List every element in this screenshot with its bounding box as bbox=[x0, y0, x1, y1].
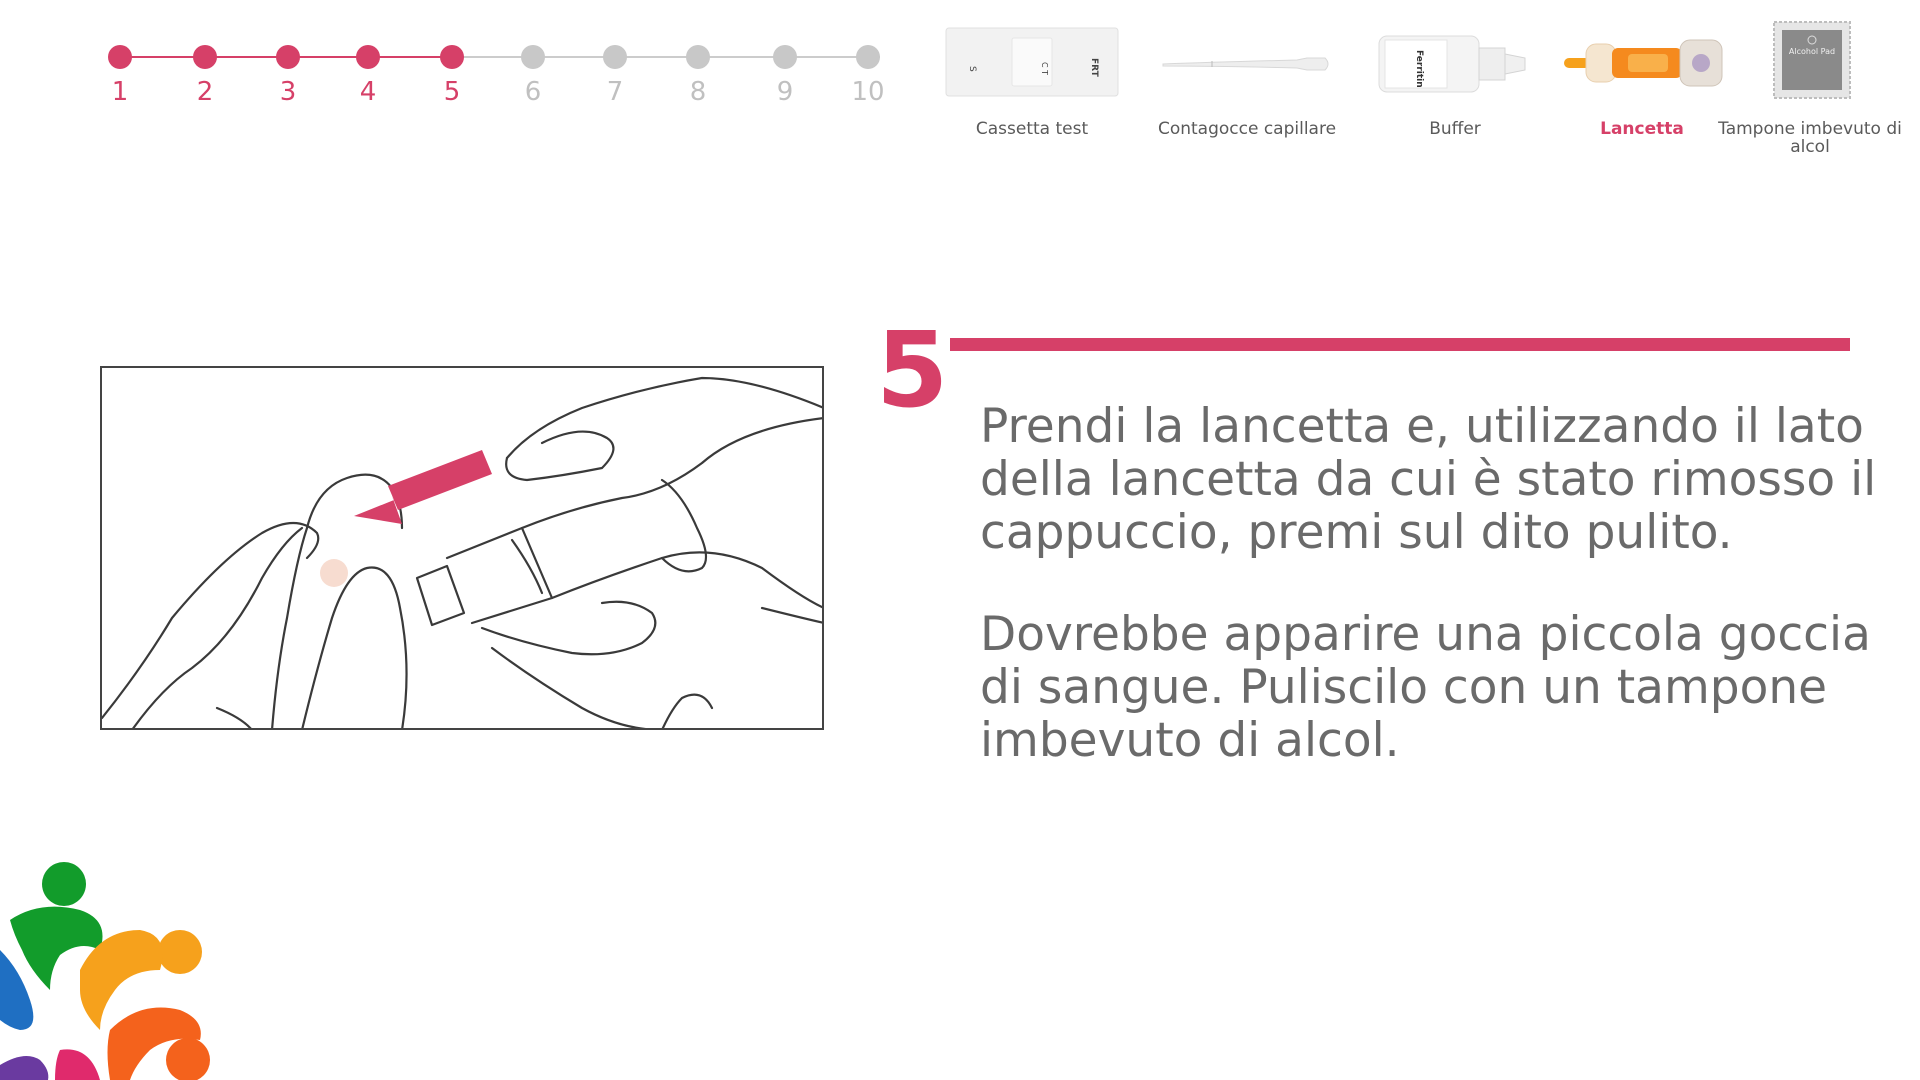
step-dot bbox=[603, 45, 627, 69]
brand-logo bbox=[0, 860, 220, 1080]
test-cassette-icon bbox=[942, 18, 1122, 108]
kit-item-label: Lancetta bbox=[1600, 119, 1684, 139]
kit-item-label: Buffer bbox=[1429, 119, 1481, 139]
step-7[interactable] bbox=[585, 40, 645, 107]
step-dot bbox=[356, 45, 380, 69]
step-8[interactable] bbox=[668, 40, 728, 107]
direction-arrow-icon bbox=[354, 450, 492, 524]
step-dot bbox=[686, 45, 710, 69]
accent-bar bbox=[950, 338, 1850, 351]
kit-item-capillary-dropper[interactable] bbox=[1137, 18, 1357, 138]
step-2[interactable] bbox=[175, 40, 235, 107]
step-dot bbox=[193, 45, 217, 69]
step-number: 7 bbox=[606, 77, 624, 107]
cassette-label-frt: FRT bbox=[1089, 58, 1099, 77]
step-dot bbox=[856, 45, 880, 69]
buffer-bottle-icon bbox=[1365, 18, 1545, 108]
step-number: 3 bbox=[279, 77, 297, 107]
kit-item-label: Cassetta test bbox=[975, 119, 1089, 139]
step-3[interactable] bbox=[258, 40, 318, 107]
step-number: 1 bbox=[111, 77, 129, 107]
capillary-dropper-icon bbox=[1157, 18, 1337, 108]
progress-stepper bbox=[100, 40, 900, 120]
kit-item-label: Tampone imbevuto di alcol bbox=[1718, 119, 1902, 157]
step-dot bbox=[276, 45, 300, 69]
alcohol-pad-label: Alcohol Pad bbox=[1788, 47, 1836, 56]
step-1[interactable] bbox=[90, 40, 150, 107]
step-number: 6 bbox=[524, 77, 542, 107]
kit-item-test-cassette[interactable] bbox=[922, 18, 1142, 138]
buffer-label: Ferritin bbox=[1414, 50, 1424, 88]
finger-prick-illustration bbox=[100, 366, 824, 730]
step-dot bbox=[773, 45, 797, 69]
step-number: 9 bbox=[776, 77, 794, 107]
kit-item-label: Contagocce capillare bbox=[1157, 119, 1337, 139]
cassette-label-ct: C T bbox=[1040, 62, 1049, 76]
instruction-paragraph-1: Prendi la lancetta e, utilizzando il lato della lancetta da cui è stato rimosso il cappuccio, premi sul dito pulito. bbox=[980, 399, 1877, 560]
step-number: 5 bbox=[443, 77, 461, 107]
instruction-text bbox=[980, 400, 1880, 767]
blood-drop-spot bbox=[320, 559, 348, 587]
step-number: 10 bbox=[851, 77, 885, 107]
step-4[interactable] bbox=[338, 40, 398, 107]
step-dot bbox=[521, 45, 545, 69]
step-number: 8 bbox=[689, 77, 707, 107]
step-10[interactable] bbox=[838, 40, 898, 107]
step-dot bbox=[440, 45, 464, 69]
alcohol-pad-icon bbox=[1720, 18, 1900, 108]
step-5[interactable] bbox=[422, 40, 482, 107]
step-dot bbox=[108, 45, 132, 69]
step-6[interactable] bbox=[503, 40, 563, 107]
step-number: 4 bbox=[359, 77, 377, 107]
step-9[interactable] bbox=[755, 40, 815, 107]
cassette-label-s: S bbox=[967, 66, 977, 72]
step-number: 2 bbox=[196, 77, 214, 107]
kit-items bbox=[960, 18, 1900, 168]
kit-item-alcohol-pad[interactable] bbox=[1700, 18, 1920, 156]
instruction-paragraph-2: Dovrebbe apparire una piccola goccia di sangue. Puliscilo con un tampone imbevuto di alcol. bbox=[980, 607, 1871, 768]
step-number-large: 5 bbox=[876, 309, 949, 431]
